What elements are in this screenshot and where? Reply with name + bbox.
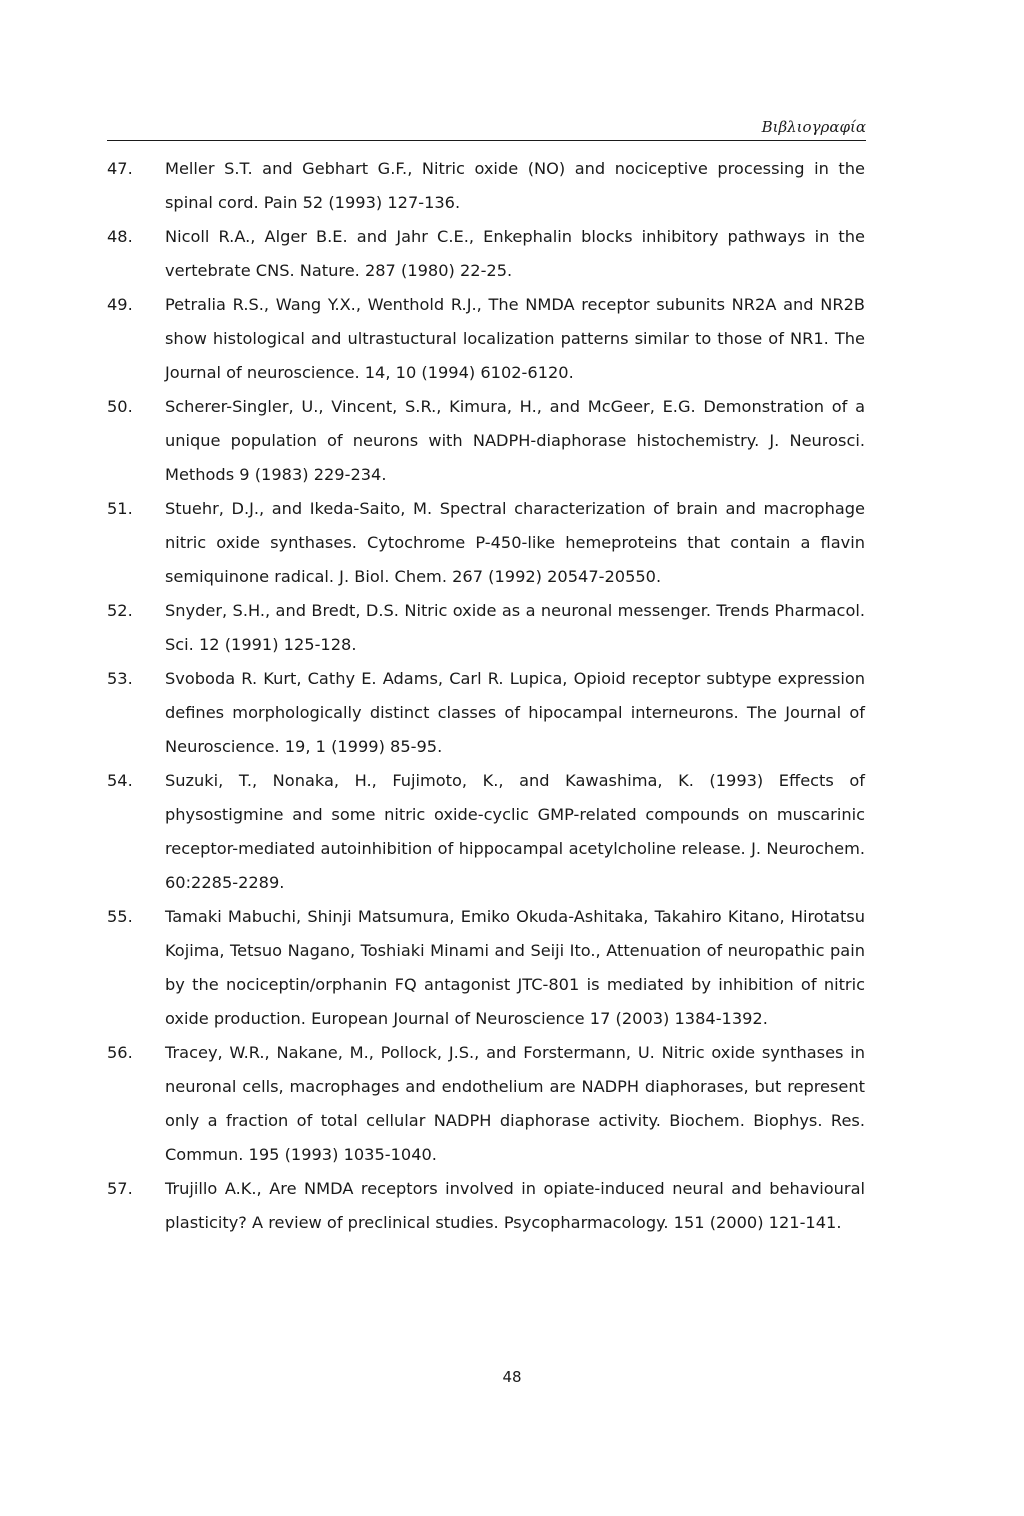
reference-text: Trujillo A.K., Are NMDA receptors involved in opiate-induced neural and behavioural plasticity? A review of preclinical studies. Psycopharmacology. 151 (2000) 121-141. <box>165 1179 865 1232</box>
reference-list <box>107 152 865 1240</box>
reference-item <box>107 662 865 764</box>
reference-item <box>107 492 865 594</box>
reference-item <box>107 1172 865 1240</box>
reference-text: Scherer-Singler, U., Vincent, S.R., Kimura, H., and McGeer, E.G. Demonstration of a unique population of neurons with NADPH-diaphorase histochemistry. J. Neurosci. Methods 9 (1983) 229-234. <box>165 397 865 484</box>
reference-text: Suzuki, T., Nonaka, H., Fujimoto, K., and Kawashima, K. (1993) Effects of physostigmine and some nitric oxide-cyclic GMP-related compounds on muscarinic receptor-mediated autoinhibition of hippocampal acetylcholine release. J. Neurochem. 60:2285-2289. <box>165 771 865 892</box>
reference-text: Tracey, W.R., Nakane, M., Pollock, J.S., and Forstermann, U. Nitric oxide synthases in neuronal cells, macrophages and endothelium are NADPH diaphorases, but represent only a fraction of total cellular NADPH diaphorase activity. Biochem. Biophys. Res. Commun. 195 (1993) 1035-1040. <box>165 1043 865 1164</box>
page-number: 48 <box>502 1368 522 1386</box>
running-head: Βιβλιογραφία <box>761 118 866 136</box>
page-header <box>107 118 866 142</box>
reference-item <box>107 288 865 390</box>
reference-item <box>107 390 865 492</box>
reference-item <box>107 764 865 900</box>
reference-text: Nicoll R.A., Alger B.E. and Jahr C.E., Enkephalin blocks inhibitory pathways in the vertebrate CNS. Nature. 287 (1980) 22-25. <box>165 227 865 280</box>
reference-text: Petralia R.S., Wang Y.X., Wenthold R.J., The NMDA receptor subunits NR2A and NR2B show histological and ultrastuctural localization patterns similar to those of NR1. The Journal of neuroscience. 14, 10 (1994) 6102-6120. <box>165 295 865 382</box>
reference-number: 55. <box>107 907 133 926</box>
reference-text: Meller S.T. and Gebhart G.F., Nitric oxide (NO) and nociceptive processing in the spinal cord. Pain 52 (1993) 127-136. <box>165 159 865 212</box>
reference-item <box>107 152 865 220</box>
reference-item <box>107 1036 865 1172</box>
reference-item <box>107 220 865 288</box>
reference-number: 54. <box>107 771 133 790</box>
reference-text: Svoboda R. Kurt, Cathy E. Adams, Carl R. Lupica, Opioid receptor subtype expression defines morphologically distinct classes of hipocampal interneurons. The Journal of Neuroscience. 19, 1 (1999) 85-95. <box>165 669 865 756</box>
reference-text: Tamaki Mabuchi, Shinji Matsumura, Emiko Okuda-Ashitaka, Takahiro Kitano, Hirotatsu Kojima, Tetsuo Nagano, Toshiaki Minami and Seiji Ito., Attenuation of neuropathic pain by the nociceptin/orphanin FQ antagonist JTC-801 is mediated by inhibition of nitric oxide production. European Journal of Neuroscience 17 (2003) 1384-1392. <box>165 907 865 1028</box>
reference-number: 52. <box>107 601 133 620</box>
reference-text: Snyder, S.H., and Bredt, D.S. Nitric oxide as a neuronal messenger. Trends Pharmacol. Sci. 12 (1991) 125-128. <box>165 601 865 654</box>
reference-number: 57. <box>107 1179 133 1198</box>
reference-number: 48. <box>107 227 133 246</box>
reference-text: Stuehr, D.J., and Ikeda-Saito, M. Spectral characterization of brain and macrophage nitric oxide synthases. Cytochrome P-450-like hemeproteins that contain a flavin semiquinone radical. J. Biol. Chem. 267 (1992) 20547-20550. <box>165 499 865 586</box>
reference-number: 50. <box>107 397 133 416</box>
reference-number: 53. <box>107 669 133 688</box>
reference-item <box>107 900 865 1036</box>
header-rule <box>107 140 866 141</box>
reference-item <box>107 594 865 662</box>
reference-number: 51. <box>107 499 133 518</box>
reference-number: 56. <box>107 1043 133 1062</box>
reference-number: 47. <box>107 159 133 178</box>
reference-number: 49. <box>107 295 133 314</box>
